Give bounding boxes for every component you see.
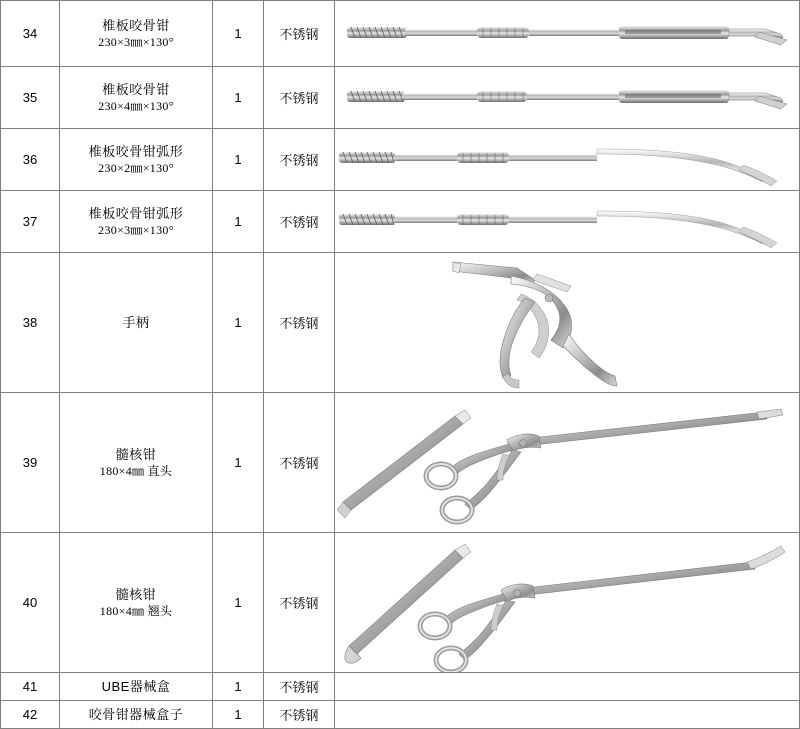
row-name-cell: [60, 191, 213, 253]
row-name-cell: [60, 533, 213, 673]
row-name: 髓核钳: [115, 446, 157, 462]
row-material: 不锈钢: [264, 701, 335, 729]
row-index: 40: [1, 533, 60, 673]
row-name: 手柄: [122, 315, 150, 330]
row-name: 咬骨钳器械盒子: [88, 707, 184, 722]
row-qty: 1: [213, 533, 264, 673]
row-name: 椎板咬骨钳弧形: [88, 205, 184, 221]
rongeur-curved-image: [335, 192, 799, 252]
row-qty: 1: [213, 701, 264, 729]
row-spec: 230×2㎜×130°: [98, 160, 174, 175]
table-row: [1, 393, 800, 533]
row-material: 不锈钢: [264, 67, 335, 129]
row-name: 椎板咬骨钳: [102, 17, 170, 33]
row-name-cell: [60, 673, 213, 701]
row-name-cell: [60, 393, 213, 533]
row-image-cell: [335, 67, 800, 129]
row-image-cell: [335, 253, 800, 393]
row-image-cell: [335, 1, 800, 67]
row-name: 髓核钳: [115, 586, 157, 602]
row-qty: 1: [213, 129, 264, 191]
row-image-cell: [335, 533, 800, 673]
row-index: 38: [1, 253, 60, 393]
row-material: 不锈钢: [264, 1, 335, 67]
row-spec: 180×4㎜ 翘头: [99, 603, 173, 618]
table-row: [1, 67, 800, 129]
row-qty: 1: [213, 67, 264, 129]
row-image-cell: [335, 701, 800, 729]
row-image-cell: [335, 129, 800, 191]
row-material: 不锈钢: [264, 253, 335, 393]
row-material: 不锈钢: [264, 129, 335, 191]
row-index: 41: [1, 673, 60, 701]
pituitary-forceps-straight-image: [335, 394, 799, 532]
row-index: 35: [1, 67, 60, 129]
row-name: UBE器械盒: [101, 679, 171, 694]
row-index: 36: [1, 129, 60, 191]
row-name: 椎板咬骨钳: [102, 81, 170, 97]
row-name: 椎板咬骨钳弧形: [88, 143, 184, 159]
row-qty: 1: [213, 393, 264, 533]
table-row: [1, 701, 800, 729]
row-qty: 1: [213, 1, 264, 67]
rongeur-straight-image: [335, 68, 799, 128]
row-image-cell: [335, 191, 800, 253]
pituitary-forceps-upturned-image: [335, 534, 799, 672]
row-name-cell: [60, 129, 213, 191]
row-name-cell: [60, 67, 213, 129]
rongeur-straight-image: [335, 2, 799, 66]
row-spec: 230×4㎜×130°: [98, 98, 174, 113]
row-qty: 1: [213, 673, 264, 701]
table-row: [1, 191, 800, 253]
row-index: 37: [1, 191, 60, 253]
table-row: [1, 673, 800, 701]
row-name-cell: [60, 253, 213, 393]
handle-pistol-grip-image: [335, 254, 799, 392]
row-material: 不锈钢: [264, 191, 335, 253]
table-row: [1, 253, 800, 393]
table-row: [1, 129, 800, 191]
rongeur-curved-image: [335, 130, 799, 190]
row-image-cell: [335, 393, 800, 533]
row-name-cell: [60, 701, 213, 729]
row-image-cell: [335, 673, 800, 701]
table-row: [1, 533, 800, 673]
row-material: 不锈钢: [264, 393, 335, 533]
row-material: 不锈钢: [264, 533, 335, 673]
row-qty: 1: [213, 253, 264, 393]
table-row: [1, 1, 800, 67]
row-index: 42: [1, 701, 60, 729]
row-index: 34: [1, 1, 60, 67]
row-index: 39: [1, 393, 60, 533]
row-spec: 230×3㎜×130°: [98, 222, 174, 237]
row-material: 不锈钢: [264, 673, 335, 701]
row-spec: 180×4㎜ 直头: [99, 463, 173, 478]
row-qty: 1: [213, 191, 264, 253]
row-spec: 230×3㎜×130°: [98, 34, 174, 49]
row-name-cell: [60, 1, 213, 67]
